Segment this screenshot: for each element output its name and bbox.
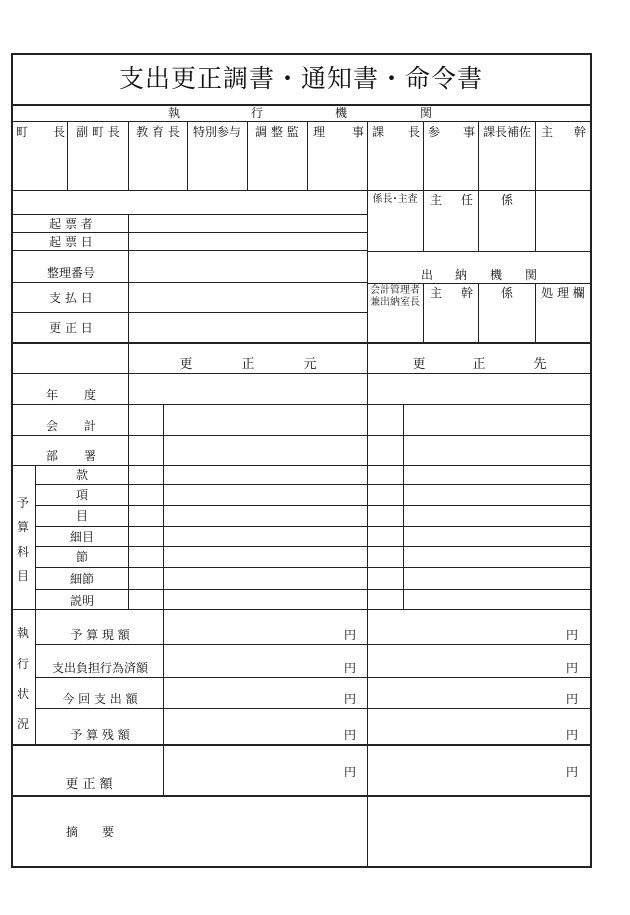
line <box>11 214 368 215</box>
saki-char-3: 先 <box>533 357 547 372</box>
moto-char-3: 元 <box>303 357 317 372</box>
label-kousei-bi: 更 正 日 <box>49 321 93 335</box>
budget-item-moku: 目 <box>75 509 89 523</box>
approver-kachou-2: 長 <box>408 125 421 139</box>
sub-kakari: 係 <box>500 193 514 207</box>
approver-chou-2: 長 <box>53 125 66 139</box>
row-busho-1: 部 <box>46 449 59 463</box>
exec-label-2: 行 <box>17 657 30 671</box>
row-busho-2: 署 <box>84 449 97 463</box>
label-shiharai: 支 払 日 <box>49 291 93 305</box>
line <box>367 283 592 284</box>
line <box>11 404 592 405</box>
suitou-shori: 処 理 欄 <box>541 286 585 300</box>
exec-label-4: 況 <box>17 717 30 731</box>
approver-kyouikuchou: 教 育 長 <box>136 125 180 139</box>
yen-mark: 円 <box>566 692 579 706</box>
line <box>35 484 592 485</box>
budget-item-setsumei: 説明 <box>69 594 95 608</box>
suitou-org-char-2: 納 <box>454 268 468 282</box>
suitou-kanrisha-1: 会計管理者 <box>370 285 420 296</box>
approver-fukuchou: 副 町 長 <box>76 125 120 139</box>
exec-org-char-4: 関 <box>419 106 433 120</box>
line <box>11 435 592 436</box>
exec-org-char-2: 行 <box>250 106 264 120</box>
line <box>163 609 164 796</box>
line <box>11 250 368 251</box>
exec-item-zangaku: 予 算 残 額 <box>70 728 130 742</box>
exec-label-1: 執 <box>17 626 30 640</box>
approver-shukan-2: 幹 <box>574 125 587 139</box>
approver-sanji-2: 事 <box>463 125 476 139</box>
line <box>11 190 592 191</box>
exec-item-genkaku: 予 算 現 額 <box>70 628 130 642</box>
line <box>247 121 248 190</box>
approver-riji-2: 事 <box>352 125 365 139</box>
label-kousei-gaku: 更 正 額 <box>65 777 113 792</box>
yen-mark: 円 <box>566 728 579 742</box>
yen-mark: 円 <box>566 765 579 779</box>
label-seiri: 整理番号 <box>46 266 96 280</box>
line <box>128 214 129 343</box>
exec-item-konkai: 今 回 支 出 額 <box>62 692 138 706</box>
saki-char-1: 更 <box>412 357 426 372</box>
sub-shunin-2: 任 <box>461 193 474 207</box>
approver-tokubetsu: 特別参与 <box>192 125 242 139</box>
line <box>128 343 129 609</box>
line <box>11 312 368 313</box>
line <box>128 121 129 190</box>
budget-label-4: 目 <box>17 569 30 583</box>
yen-mark: 円 <box>344 728 357 742</box>
yen-mark: 円 <box>566 661 579 675</box>
line <box>423 121 424 251</box>
frame-bottom <box>11 866 592 868</box>
suitou-org-char-1: 出 <box>420 268 434 282</box>
suitou-shukan-2: 幹 <box>461 286 474 300</box>
approver-kachou-1: 課 <box>372 125 385 139</box>
suitou-org-char-4: 関 <box>524 268 538 282</box>
row-kaikei-2: 計 <box>84 419 97 433</box>
line <box>11 232 368 233</box>
line <box>535 121 536 251</box>
exec-org-char-3: 機 <box>334 106 348 120</box>
budget-item-saimoku: 細目 <box>69 530 95 544</box>
frame-top <box>11 53 592 55</box>
title-divider <box>11 104 592 106</box>
approver-chousei: 調 整 監 <box>255 125 299 139</box>
line <box>163 404 164 609</box>
yen-mark: 円 <box>344 661 357 675</box>
line <box>535 283 536 343</box>
line <box>187 121 188 190</box>
row-nendo-2: 度 <box>84 388 97 402</box>
exec-item-futan: 支出負担行為済額 <box>51 661 149 675</box>
tekiyou-2: 要 <box>102 825 115 839</box>
line <box>423 283 424 343</box>
saki-char-2: 正 <box>472 357 486 372</box>
line <box>367 343 368 866</box>
row-nendo-1: 年 <box>46 388 59 402</box>
budget-label-2: 算 <box>17 520 30 534</box>
suitou-kakari: 係 <box>500 286 514 300</box>
line <box>367 251 592 252</box>
budget-item-saisetsu: 細節 <box>69 572 95 586</box>
line <box>11 609 592 610</box>
line <box>35 677 592 678</box>
approver-sanji-1: 参 <box>428 125 441 139</box>
yen-mark: 円 <box>344 765 357 779</box>
budget-item-setsu: 節 <box>75 550 89 564</box>
suitou-shukan-1: 主 <box>430 286 443 300</box>
form-title: 支出更正調書・通知書・命令書 <box>118 64 484 93</box>
budget-label-1: 予 <box>17 496 30 510</box>
label-kihyoubi: 起 票 日 <box>49 235 93 249</box>
budget-item-kan: 款 <box>75 468 89 482</box>
line <box>35 567 592 568</box>
sub-kakarichou: 係長･主査 <box>372 194 418 205</box>
exec-label-3: 状 <box>17 687 30 701</box>
line <box>478 121 479 251</box>
approver-shukan-1: 主 <box>541 125 554 139</box>
tekiyou-1: 摘 <box>66 825 79 839</box>
approver-riji-1: 理 <box>313 125 326 139</box>
line <box>11 373 592 374</box>
line <box>35 465 36 744</box>
line <box>35 546 592 547</box>
line <box>35 644 592 645</box>
yen-mark: 円 <box>344 628 357 642</box>
line <box>35 505 592 506</box>
moto-char-2: 正 <box>241 357 255 372</box>
label-kihyousha: 起 票 者 <box>49 217 93 231</box>
approver-chou-1: 町 <box>16 125 29 139</box>
exec-org-char-1: 執 <box>167 106 181 120</box>
budget-label-3: 科 <box>17 545 30 559</box>
sub-shunin-1: 主 <box>430 193 443 207</box>
line <box>67 121 68 190</box>
line <box>307 121 308 190</box>
line <box>11 342 592 344</box>
line <box>11 465 592 466</box>
line <box>478 283 479 343</box>
line <box>35 708 592 709</box>
approver-kachouhosa: 課長補佐 <box>482 125 532 139</box>
line <box>11 744 592 746</box>
line <box>403 404 404 609</box>
yen-mark: 円 <box>566 628 579 642</box>
budget-item-kou: 項 <box>75 488 89 502</box>
line <box>35 589 592 590</box>
line <box>11 121 592 122</box>
line <box>11 282 368 283</box>
suitou-org-char-3: 機 <box>489 268 503 282</box>
moto-char-1: 更 <box>179 357 193 372</box>
suitou-kanrisha-2: 兼出納室長 <box>370 297 420 308</box>
row-kaikei-1: 会 <box>46 419 59 433</box>
yen-mark: 円 <box>344 692 357 706</box>
line <box>35 526 592 527</box>
line <box>11 795 592 797</box>
